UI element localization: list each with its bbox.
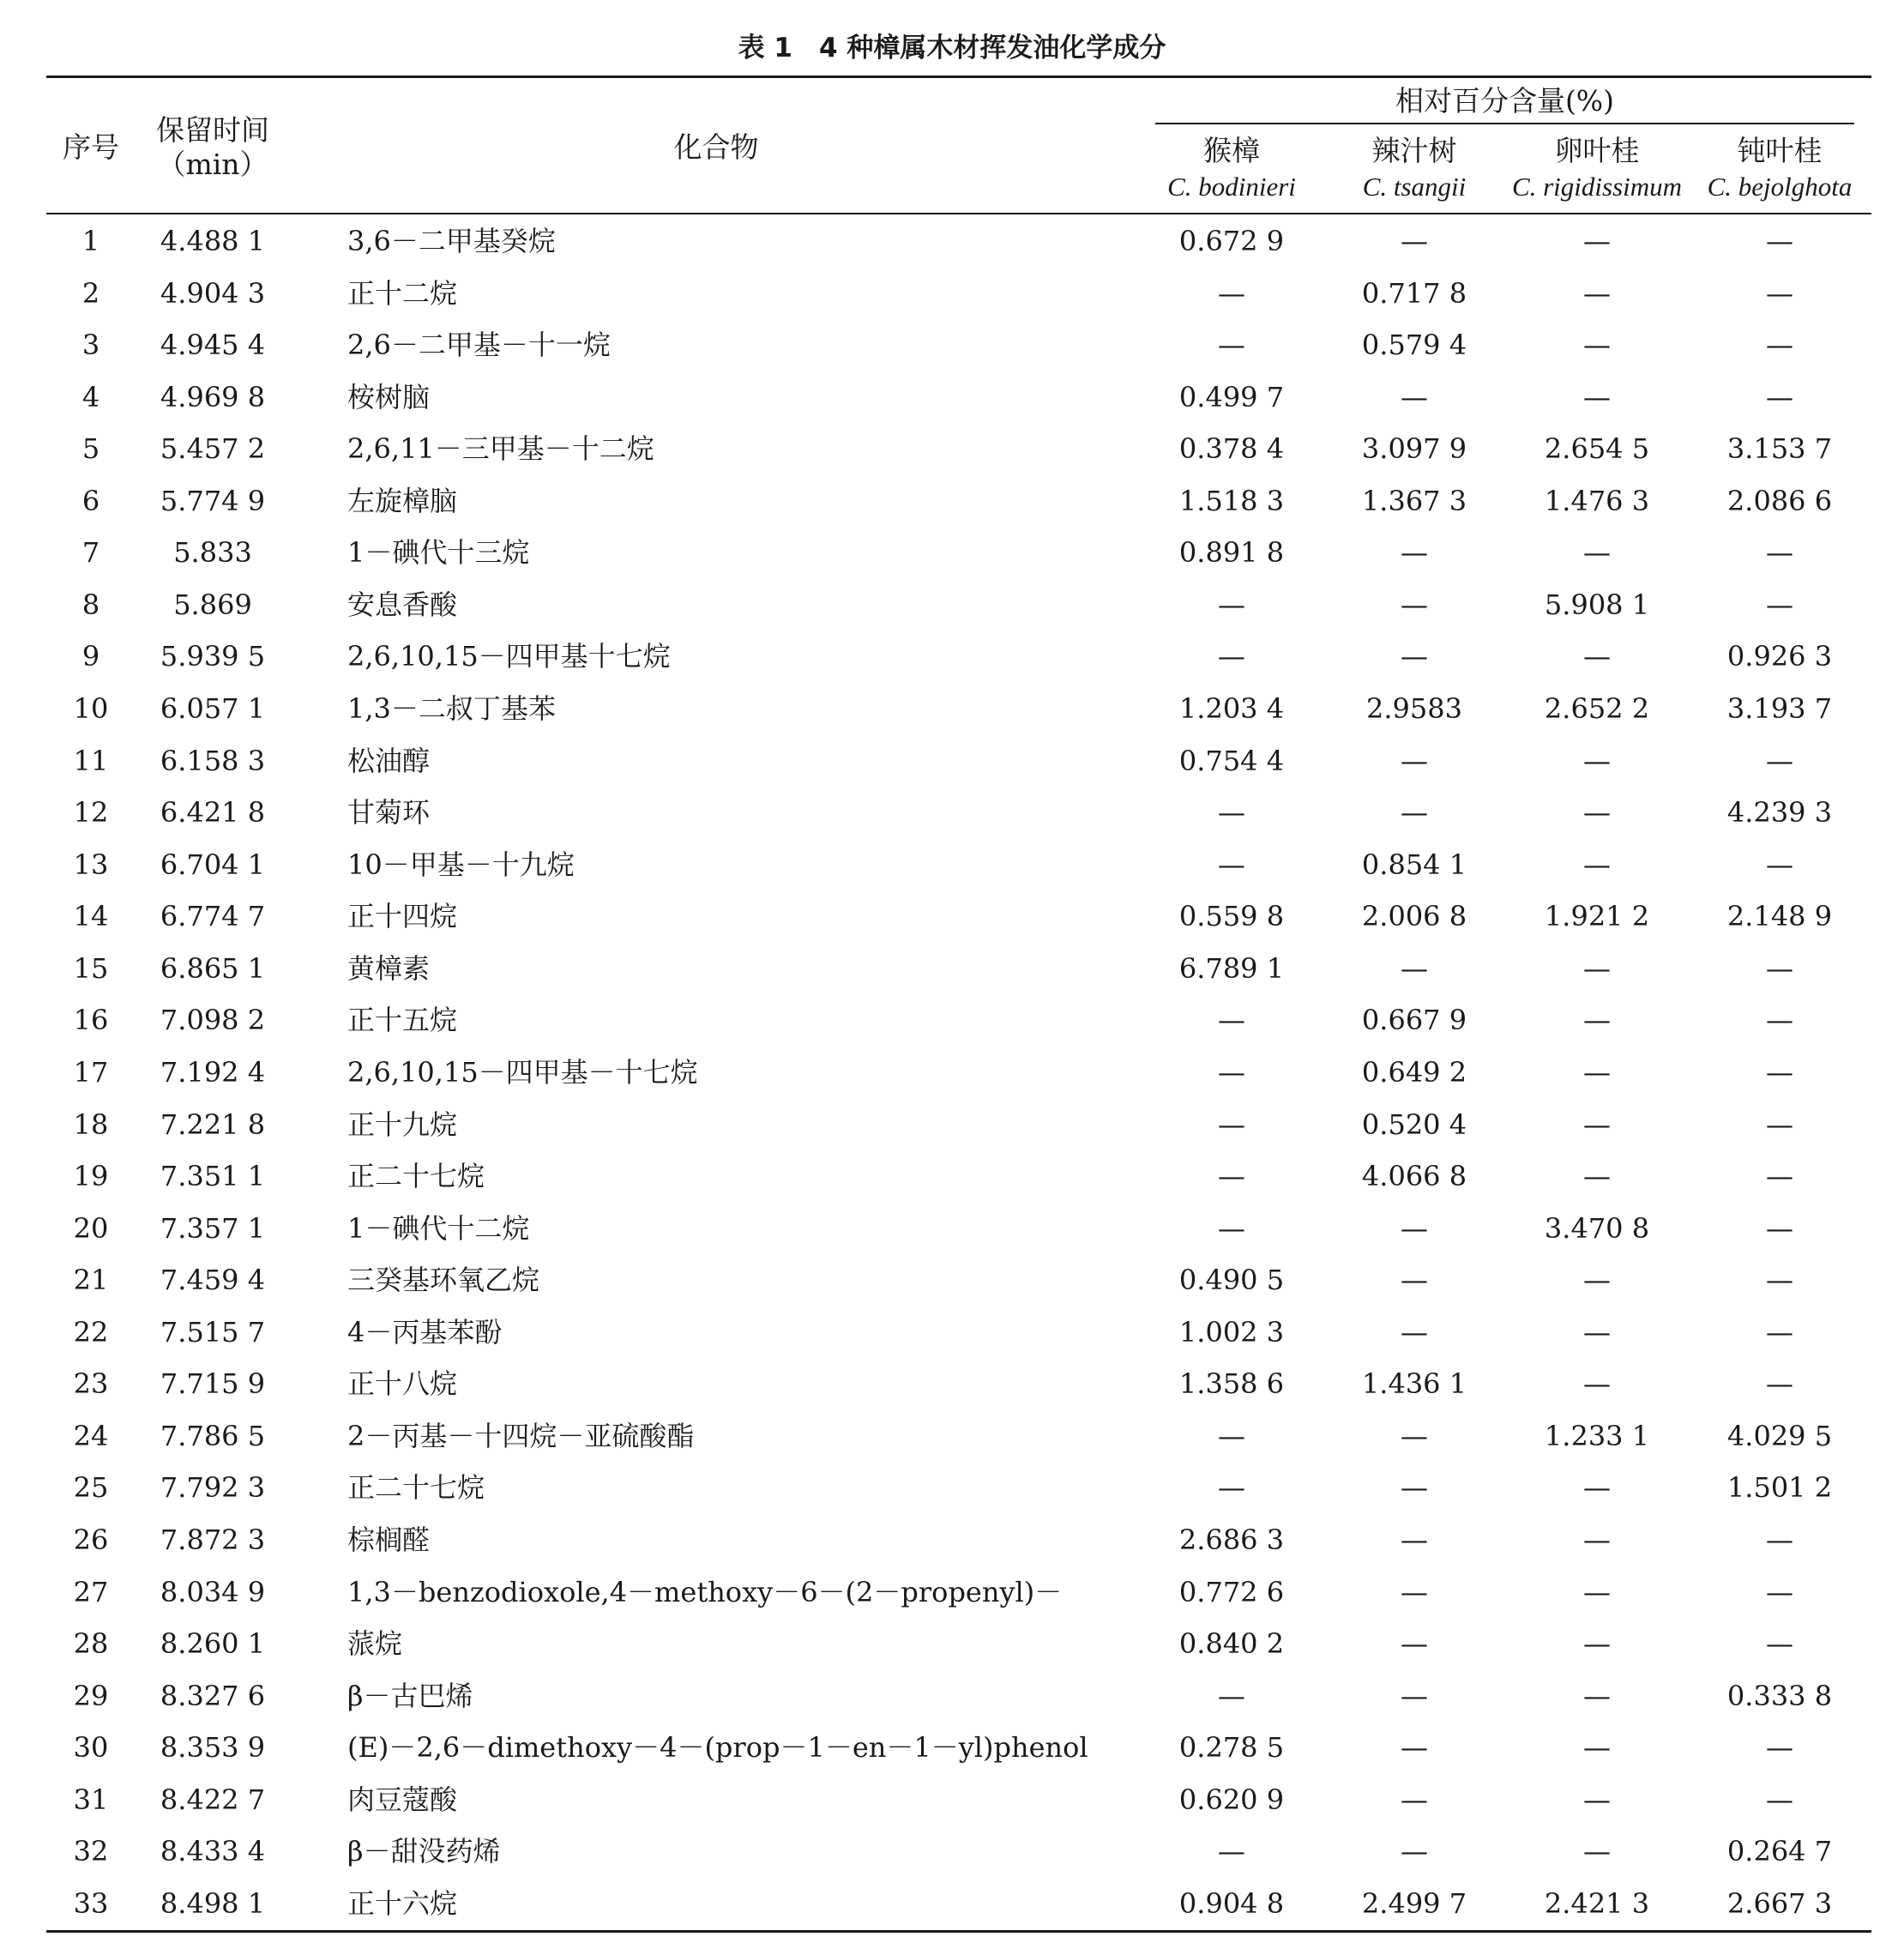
content-value-1: 0.499 7 bbox=[1178, 380, 1285, 413]
content-value-3: 2.421 3 bbox=[1544, 1886, 1650, 1920]
row-number: 31 bbox=[73, 1783, 109, 1816]
content-value-4: — bbox=[1766, 1211, 1793, 1245]
content-value-4: 2.086 6 bbox=[1726, 484, 1833, 517]
content-value-2: — bbox=[1401, 1264, 1428, 1297]
row-number: 12 bbox=[73, 796, 109, 830]
compound-name: 4－丙基苯酚 bbox=[347, 1315, 503, 1349]
row-number: 9 bbox=[81, 640, 100, 673]
content-value-1: — bbox=[1218, 1679, 1245, 1712]
content-value-3: 5.908 1 bbox=[1544, 588, 1650, 621]
content-value-3: 1.921 2 bbox=[1544, 900, 1650, 933]
row-number: 28 bbox=[73, 1627, 109, 1661]
content-value-2: — bbox=[1401, 588, 1428, 621]
content-value-2: 0.649 2 bbox=[1361, 1055, 1467, 1089]
row-number: 16 bbox=[73, 1004, 109, 1037]
compound-name: 2,6－二甲基－十一烷 bbox=[347, 329, 611, 362]
content-value-2: — bbox=[1401, 951, 1428, 985]
content-value-4: — bbox=[1766, 380, 1793, 413]
retention-time: 4.904 3 bbox=[160, 276, 266, 310]
content-value-4: — bbox=[1766, 276, 1793, 310]
row-number: 17 bbox=[73, 1055, 109, 1089]
content-value-3: — bbox=[1583, 380, 1611, 413]
row-number: 26 bbox=[73, 1524, 109, 1556]
compound-name: 肉豆蔻酸 bbox=[347, 1783, 458, 1816]
content-value-4: — bbox=[1766, 1315, 1793, 1349]
row-number: 8 bbox=[81, 588, 100, 621]
content-value-2: — bbox=[1401, 1575, 1428, 1608]
content-value-3: — bbox=[1583, 225, 1611, 257]
row-number: 5 bbox=[81, 432, 100, 466]
row-number: 33 bbox=[73, 1886, 109, 1920]
content-value-2: — bbox=[1401, 225, 1428, 257]
content-value-2: 0.854 1 bbox=[1361, 848, 1467, 881]
content-value-3: — bbox=[1583, 1524, 1611, 1556]
row-number: 10 bbox=[73, 692, 109, 726]
content-value-3: — bbox=[1583, 1627, 1611, 1661]
row-number: 19 bbox=[73, 1160, 109, 1193]
compound-name: 1－碘代十三烷 bbox=[347, 536, 530, 570]
retention-time-unit: （min） bbox=[157, 148, 268, 181]
content-value-1: 1.358 6 bbox=[1178, 1367, 1285, 1401]
retention-time: 7.357 1 bbox=[160, 1211, 266, 1245]
row-number: 11 bbox=[73, 744, 109, 777]
content-value-2: — bbox=[1401, 1211, 1428, 1245]
content-value-1: — bbox=[1218, 1055, 1245, 1089]
compound-name: 黄樟素 bbox=[347, 951, 431, 985]
content-value-3: 1.476 3 bbox=[1544, 484, 1650, 517]
content-value-3: — bbox=[1583, 1783, 1611, 1816]
compound-name: (E)－2,6－dimethoxy－4－(prop－1－en－1－yl)phenol bbox=[347, 1731, 1088, 1765]
retention-time: 7.459 4 bbox=[160, 1264, 266, 1297]
retention-time: 6.704 1 bbox=[160, 848, 266, 881]
retention-time: 8.327 6 bbox=[160, 1679, 266, 1712]
content-value-3: — bbox=[1583, 640, 1611, 673]
row-number: 1 bbox=[81, 225, 100, 257]
content-value-3: — bbox=[1583, 1055, 1611, 1089]
row-number: 32 bbox=[73, 1835, 109, 1868]
content-value-1: 1.203 4 bbox=[1178, 692, 1285, 726]
content-value-2: 1.436 1 bbox=[1361, 1367, 1467, 1401]
row-number: 7 bbox=[81, 536, 100, 570]
row-number: 23 bbox=[73, 1367, 109, 1401]
retention-time: 5.457 2 bbox=[160, 432, 266, 466]
content-value-4: 2.667 3 bbox=[1726, 1886, 1833, 1920]
bottom-rule bbox=[46, 1930, 1871, 1933]
content-value-4: 4.239 3 bbox=[1726, 796, 1833, 830]
retention-time: 6.057 1 bbox=[160, 692, 266, 726]
compound-name: 1,3－二叔丁基苯 bbox=[347, 692, 556, 726]
content-value-1: — bbox=[1218, 329, 1245, 362]
compound-name: 10－甲基－十九烷 bbox=[347, 848, 575, 881]
content-value-3: — bbox=[1583, 536, 1611, 570]
retention-time: 7.221 8 bbox=[160, 1107, 266, 1141]
content-value-1: 0.904 8 bbox=[1178, 1886, 1285, 1920]
compound-name: 3,6－二甲基癸烷 bbox=[347, 225, 556, 257]
retention-time: 5.939 5 bbox=[160, 640, 266, 673]
content-value-2: — bbox=[1401, 1783, 1428, 1816]
relative-content-header: 相对百分含量(%) bbox=[1395, 84, 1615, 118]
content-value-4: — bbox=[1766, 1627, 1793, 1661]
retention-time: 8.433 4 bbox=[160, 1835, 266, 1868]
compound-name: β－古巴烯 bbox=[347, 1679, 473, 1712]
content-value-3: 1.233 1 bbox=[1544, 1419, 1650, 1452]
row-number: 3 bbox=[81, 329, 100, 362]
content-value-2: 2.9583 bbox=[1366, 692, 1462, 726]
retention-time: 5.869 bbox=[173, 588, 252, 621]
content-value-1: 2.686 3 bbox=[1178, 1524, 1285, 1556]
compound-name: 2,6,10,15－四甲基－十七烷 bbox=[347, 1055, 698, 1089]
content-value-1: 6.789 1 bbox=[1178, 951, 1285, 985]
row-number: 24 bbox=[73, 1419, 109, 1452]
compound-name: 三癸基环氧乙烷 bbox=[347, 1264, 540, 1297]
content-value-4: 0.264 7 bbox=[1726, 1835, 1833, 1868]
content-value-1: — bbox=[1218, 1004, 1245, 1037]
content-value-1: — bbox=[1218, 1160, 1245, 1193]
content-value-4: — bbox=[1766, 1107, 1793, 1141]
content-value-2: — bbox=[1401, 1419, 1428, 1452]
content-value-2: 2.006 8 bbox=[1361, 900, 1467, 933]
content-value-2: — bbox=[1401, 1524, 1428, 1556]
compound-name: 2－丙基－十四烷－亚硫酸酯 bbox=[347, 1419, 695, 1452]
row-number: 27 bbox=[73, 1575, 109, 1608]
retention-time: 7.515 7 bbox=[160, 1315, 266, 1349]
content-value-1: 0.772 6 bbox=[1178, 1575, 1285, 1608]
content-value-1: — bbox=[1218, 1835, 1245, 1868]
content-value-1: 0.559 8 bbox=[1178, 900, 1285, 933]
content-value-4: 2.148 9 bbox=[1726, 900, 1833, 933]
content-value-4: — bbox=[1766, 1160, 1793, 1193]
species-latin-2: C. tsangii bbox=[1362, 172, 1467, 202]
content-value-2: 3.097 9 bbox=[1361, 432, 1467, 466]
header-rule bbox=[46, 213, 1871, 214]
content-value-4: — bbox=[1766, 536, 1793, 570]
compound-name: 左旋樟脑 bbox=[347, 484, 458, 517]
compound-name: 正十四烷 bbox=[347, 900, 458, 933]
retention-time: 7.792 3 bbox=[160, 1471, 266, 1505]
content-value-1: — bbox=[1218, 796, 1245, 830]
content-value-2: — bbox=[1401, 1471, 1428, 1505]
content-value-3: 2.652 2 bbox=[1544, 692, 1650, 726]
compound-name: 正二十七烷 bbox=[347, 1471, 485, 1505]
row-number: 22 bbox=[73, 1315, 109, 1349]
species-name-4: 钝叶桂 bbox=[1737, 134, 1823, 167]
content-value-2: — bbox=[1401, 796, 1428, 830]
species-name-1: 猴樟 bbox=[1203, 134, 1260, 167]
content-value-2: 0.520 4 bbox=[1361, 1107, 1467, 1141]
content-value-3: — bbox=[1583, 848, 1611, 881]
group-rule bbox=[1155, 123, 1854, 124]
content-value-3: 2.654 5 bbox=[1544, 432, 1650, 466]
content-value-1: 0.891 8 bbox=[1178, 536, 1285, 570]
content-value-3: — bbox=[1583, 951, 1611, 985]
retention-time: 8.353 9 bbox=[160, 1731, 266, 1765]
row-number: 25 bbox=[73, 1471, 109, 1505]
content-value-2: 1.367 3 bbox=[1361, 484, 1467, 517]
retention-time-header: 保留时间 bbox=[156, 113, 269, 147]
compound-name: 正十八烷 bbox=[347, 1367, 458, 1401]
content-value-4: — bbox=[1766, 225, 1793, 257]
content-value-2: — bbox=[1401, 536, 1428, 570]
retention-time: 6.774 7 bbox=[160, 900, 266, 933]
retention-time: 8.034 9 bbox=[160, 1575, 266, 1608]
content-value-3: — bbox=[1583, 1367, 1611, 1401]
content-value-3: — bbox=[1583, 1679, 1611, 1712]
content-value-2: — bbox=[1401, 1835, 1428, 1868]
content-value-2: — bbox=[1401, 744, 1428, 777]
content-value-2: — bbox=[1401, 380, 1428, 413]
content-value-2: 0.717 8 bbox=[1361, 276, 1467, 310]
content-value-4: 3.193 7 bbox=[1726, 692, 1833, 726]
row-number: 21 bbox=[73, 1264, 109, 1297]
content-value-4: — bbox=[1766, 1524, 1793, 1556]
content-value-1: — bbox=[1218, 1107, 1245, 1141]
compound-name: 甘菊环 bbox=[347, 796, 431, 830]
compound-name: 1－碘代十二烷 bbox=[347, 1211, 530, 1245]
content-value-1: — bbox=[1218, 848, 1245, 881]
species-latin-4: C. bejolghota bbox=[1707, 172, 1853, 202]
retention-time: 7.786 5 bbox=[160, 1419, 266, 1452]
content-value-1: — bbox=[1218, 276, 1245, 310]
compound-header: 化合物 bbox=[673, 130, 759, 164]
content-value-4: 1.501 2 bbox=[1726, 1471, 1833, 1505]
content-value-3: — bbox=[1583, 1107, 1611, 1141]
compound-name: 棕榈醛 bbox=[347, 1524, 431, 1556]
retention-time: 5.833 bbox=[173, 536, 252, 570]
content-value-4: 4.029 5 bbox=[1726, 1419, 1833, 1452]
content-value-1: 0.620 9 bbox=[1178, 1783, 1285, 1816]
content-value-1: — bbox=[1218, 1419, 1245, 1452]
retention-time: 7.351 1 bbox=[160, 1160, 266, 1193]
table-title: 表 1 4 种樟属木材挥发油化学成分 bbox=[738, 33, 1166, 63]
content-value-1: 1.002 3 bbox=[1178, 1315, 1285, 1349]
compound-name: 正十五烷 bbox=[347, 1004, 458, 1037]
content-value-4: — bbox=[1766, 1264, 1793, 1297]
content-value-3: — bbox=[1583, 1731, 1611, 1765]
row-number: 29 bbox=[73, 1679, 109, 1712]
content-value-4: 0.926 3 bbox=[1726, 640, 1833, 673]
content-value-3: — bbox=[1583, 1835, 1611, 1868]
content-value-1: 0.840 2 bbox=[1178, 1627, 1285, 1661]
compound-name: 正二十七烷 bbox=[347, 1160, 485, 1193]
row-number: 6 bbox=[81, 484, 100, 517]
retention-time: 4.969 8 bbox=[160, 380, 266, 413]
content-value-2: 0.579 4 bbox=[1361, 329, 1467, 362]
species-latin-1: C. bodinieri bbox=[1167, 172, 1296, 202]
content-value-4: — bbox=[1766, 1055, 1793, 1089]
row-number: 4 bbox=[81, 380, 100, 413]
content-value-3: — bbox=[1583, 1160, 1611, 1193]
retention-time: 7.192 4 bbox=[160, 1055, 266, 1089]
content-value-4: — bbox=[1766, 1731, 1793, 1765]
compound-name: 安息香酸 bbox=[347, 588, 458, 621]
species-latin-3: C. rigidissimum bbox=[1511, 172, 1683, 202]
compound-name: 蒎烷 bbox=[347, 1627, 403, 1661]
content-value-4: — bbox=[1766, 1004, 1793, 1037]
content-value-3: — bbox=[1583, 1575, 1611, 1608]
compound-name: 正十六烷 bbox=[347, 1886, 458, 1920]
content-value-2: — bbox=[1401, 1315, 1428, 1349]
row-number: 15 bbox=[73, 951, 109, 985]
content-value-4: 0.333 8 bbox=[1726, 1679, 1833, 1712]
retention-time: 4.945 4 bbox=[160, 329, 266, 362]
retention-time: 8.422 7 bbox=[160, 1783, 266, 1816]
retention-time: 6.421 8 bbox=[160, 796, 266, 830]
retention-time: 5.774 9 bbox=[160, 484, 266, 517]
content-value-2: — bbox=[1401, 640, 1428, 673]
retention-time: 4.488 1 bbox=[160, 225, 266, 257]
row-number: 13 bbox=[73, 848, 109, 881]
compound-name: 2,6,11－三甲基－十二烷 bbox=[347, 432, 654, 466]
retention-time: 7.715 9 bbox=[160, 1367, 266, 1401]
content-value-1: — bbox=[1218, 588, 1245, 621]
content-value-2: 4.066 8 bbox=[1361, 1160, 1467, 1193]
content-value-2: — bbox=[1401, 1627, 1428, 1661]
content-value-1: 0.378 4 bbox=[1178, 432, 1285, 466]
retention-time: 6.865 1 bbox=[160, 951, 266, 985]
compound-name: 桉树脑 bbox=[347, 380, 431, 413]
content-value-1: 0.754 4 bbox=[1178, 744, 1285, 777]
content-value-3: — bbox=[1583, 1264, 1611, 1297]
content-value-2: 0.667 9 bbox=[1361, 1004, 1467, 1037]
content-value-2: — bbox=[1401, 1731, 1428, 1765]
content-value-4: — bbox=[1766, 1367, 1793, 1401]
content-value-4: — bbox=[1766, 329, 1793, 362]
retention-time: 6.158 3 bbox=[160, 744, 266, 777]
content-value-3: — bbox=[1583, 744, 1611, 777]
compound-name: 2,6,10,15－四甲基十七烷 bbox=[347, 640, 671, 673]
compound-name: β－甜没药烯 bbox=[347, 1835, 501, 1868]
content-value-3: — bbox=[1583, 1315, 1611, 1349]
species-name-2: 辣汁树 bbox=[1371, 134, 1457, 167]
compound-name: 松油醇 bbox=[347, 744, 431, 777]
content-value-4: — bbox=[1766, 1575, 1793, 1608]
content-value-4: — bbox=[1766, 744, 1793, 777]
row-number: 20 bbox=[73, 1211, 109, 1245]
content-value-3: — bbox=[1583, 1004, 1611, 1037]
content-value-1: 0.490 5 bbox=[1178, 1264, 1285, 1297]
content-value-1: — bbox=[1218, 640, 1245, 673]
content-value-3: — bbox=[1583, 329, 1611, 362]
content-value-3: — bbox=[1583, 796, 1611, 830]
compound-name: 1,3－benzodioxole,4－methoxy－6－(2－propenyl)－ bbox=[347, 1575, 1063, 1608]
top-rule bbox=[46, 75, 1871, 78]
content-value-2: — bbox=[1401, 1679, 1428, 1712]
content-value-1: 0.278 5 bbox=[1178, 1731, 1285, 1765]
content-value-1: 0.672 9 bbox=[1178, 225, 1285, 257]
content-value-2: 2.499 7 bbox=[1361, 1886, 1467, 1920]
content-value-4: — bbox=[1766, 588, 1793, 621]
content-value-4: — bbox=[1766, 1783, 1793, 1816]
species-name-3: 卵叶桂 bbox=[1554, 134, 1640, 167]
content-value-3: 3.470 8 bbox=[1544, 1211, 1650, 1245]
content-value-4: — bbox=[1766, 848, 1793, 881]
row-number: 14 bbox=[73, 900, 109, 933]
compound-name: 正十九烷 bbox=[347, 1107, 458, 1141]
retention-time: 8.498 1 bbox=[160, 1886, 266, 1920]
content-value-1: 1.518 3 bbox=[1178, 484, 1285, 517]
content-value-4: — bbox=[1766, 951, 1793, 985]
compound-name: 正十二烷 bbox=[347, 276, 458, 310]
retention-time: 7.098 2 bbox=[160, 1004, 266, 1037]
row-number: 30 bbox=[73, 1731, 109, 1765]
content-value-1: — bbox=[1218, 1211, 1245, 1245]
row-number: 18 bbox=[73, 1107, 109, 1141]
row-number: 2 bbox=[81, 276, 100, 310]
retention-time: 8.260 1 bbox=[160, 1627, 266, 1661]
retention-time: 7.872 3 bbox=[160, 1524, 266, 1556]
content-value-3: — bbox=[1583, 1471, 1611, 1505]
content-value-4: 3.153 7 bbox=[1726, 432, 1833, 466]
content-value-3: — bbox=[1583, 276, 1611, 310]
content-value-1: — bbox=[1218, 1471, 1245, 1505]
seq-header: 序号 bbox=[63, 130, 119, 164]
